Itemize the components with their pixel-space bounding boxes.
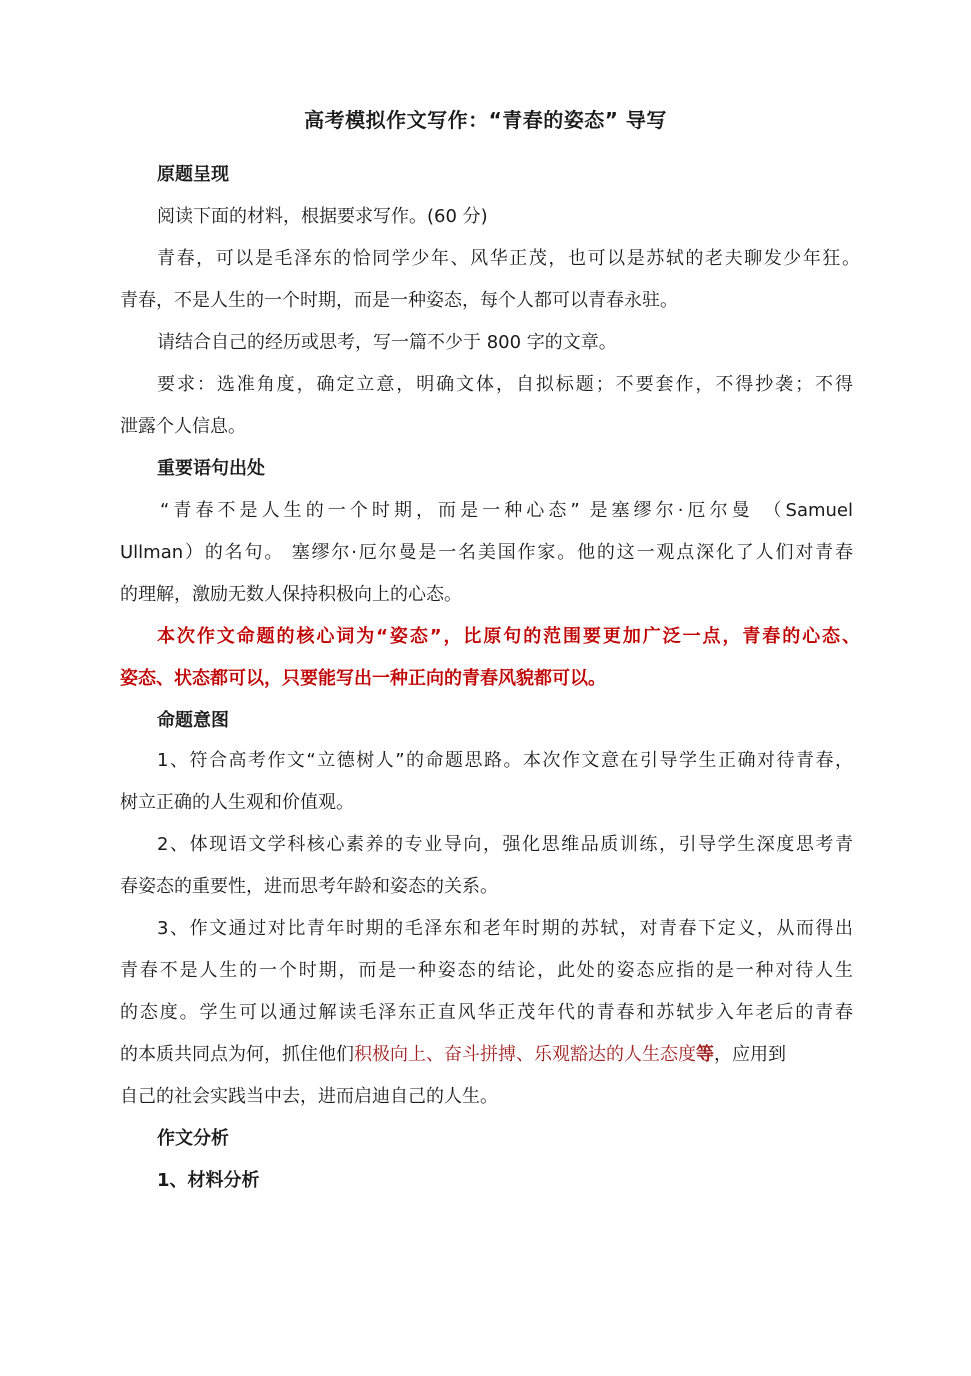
paragraph-line: 的态度。学生可以通过解读毛泽东正直风华正茂年代的青春和苏轼步入年老后的青春 xyxy=(120,1002,853,1023)
paragraph-line: 春姿态的重要性，进而思考年龄和姿态的关系。 xyxy=(120,876,498,897)
page-title: 高考模拟作文写作：“青春的姿态” 导写 xyxy=(304,108,667,132)
paragraph-line: “青春不是人生的一个时期，而是一种心态” 是塞缪尔·厄尔曼 （Samuel xyxy=(160,500,853,521)
section-heading-source: 重要语句出处 xyxy=(157,458,265,479)
highlight-line-red: 姿态、状态都可以，只要能写出一种正向的青春风貌都可以。 xyxy=(120,668,606,689)
subsection-heading-material: 1、材料分析 xyxy=(157,1170,260,1191)
section-heading-analysis: 作文分析 xyxy=(157,1128,229,1149)
paragraph-line: 自己的社会实践当中去，进而启迪自己的人生。 xyxy=(120,1086,498,1107)
text-run: ，应用到 xyxy=(714,1044,786,1065)
paragraph-line: 2、体现语文学科核心素养的专业导向，强化思维品质训练，引导学生深度思考青 xyxy=(157,834,853,855)
highlight-text-red-bold: 等 xyxy=(696,1044,714,1065)
paragraph-line: 阅读下面的材料，根据要求写作。(60 分) xyxy=(157,206,488,227)
section-heading-original-question: 原题呈现 xyxy=(157,164,229,185)
paragraph-line: 的理解，激励无数人保持积极向上的心态。 xyxy=(120,584,462,605)
paragraph-line: 1、符合高考作文“立德树人”的命题思路。本次作文意在引导学生正确对待青春， xyxy=(157,750,853,771)
text-run: 的本质共同点为何，抓住他们 xyxy=(120,1044,354,1065)
paragraph-line-mixed xyxy=(120,1042,786,1068)
paragraph-line: 要求：选准角度，确定立意，明确文体，自拟标题；不要套作，不得抄袭；不得 xyxy=(157,374,853,395)
section-heading-intent: 命题意图 xyxy=(157,710,229,731)
paragraph-line: 请结合自己的经历或思考，写一篇不少于 800 字的文章。 xyxy=(157,332,617,353)
paragraph-line: 青春，不是人生的一个时期，而是一种姿态，每个人都可以青春永驻。 xyxy=(120,290,678,311)
paragraph-line: 3、作文通过对比青年时期的毛泽东和老年时期的苏轼，对青春下定义，从而得出 xyxy=(157,918,853,939)
highlight-line-red: 本次作文命题的核心词为“姿态”，比原句的范围要更加广泛一点，青春的心态、 xyxy=(157,626,860,647)
paragraph-line: 树立正确的人生观和价值观。 xyxy=(120,792,354,813)
paragraph-line: 青春，可以是毛泽东的恰同学少年、风华正茂，也可以是苏轼的老夫聊发少年狂。 xyxy=(157,248,860,269)
paragraph-line: 泄露个人信息。 xyxy=(120,416,246,437)
paragraph-line: Ullman）的名句。 塞缪尔·厄尔曼是一名美国作家。他的这一观点深化了人们对青春 xyxy=(120,542,853,563)
highlight-text-red: 积极向上、奋斗拼搏、乐观豁达的人生态度 xyxy=(354,1044,696,1065)
paragraph-line: 青春不是人生的一个时期，而是一种姿态的结论，此处的姿态应指的是一种对待人生 xyxy=(120,960,853,981)
